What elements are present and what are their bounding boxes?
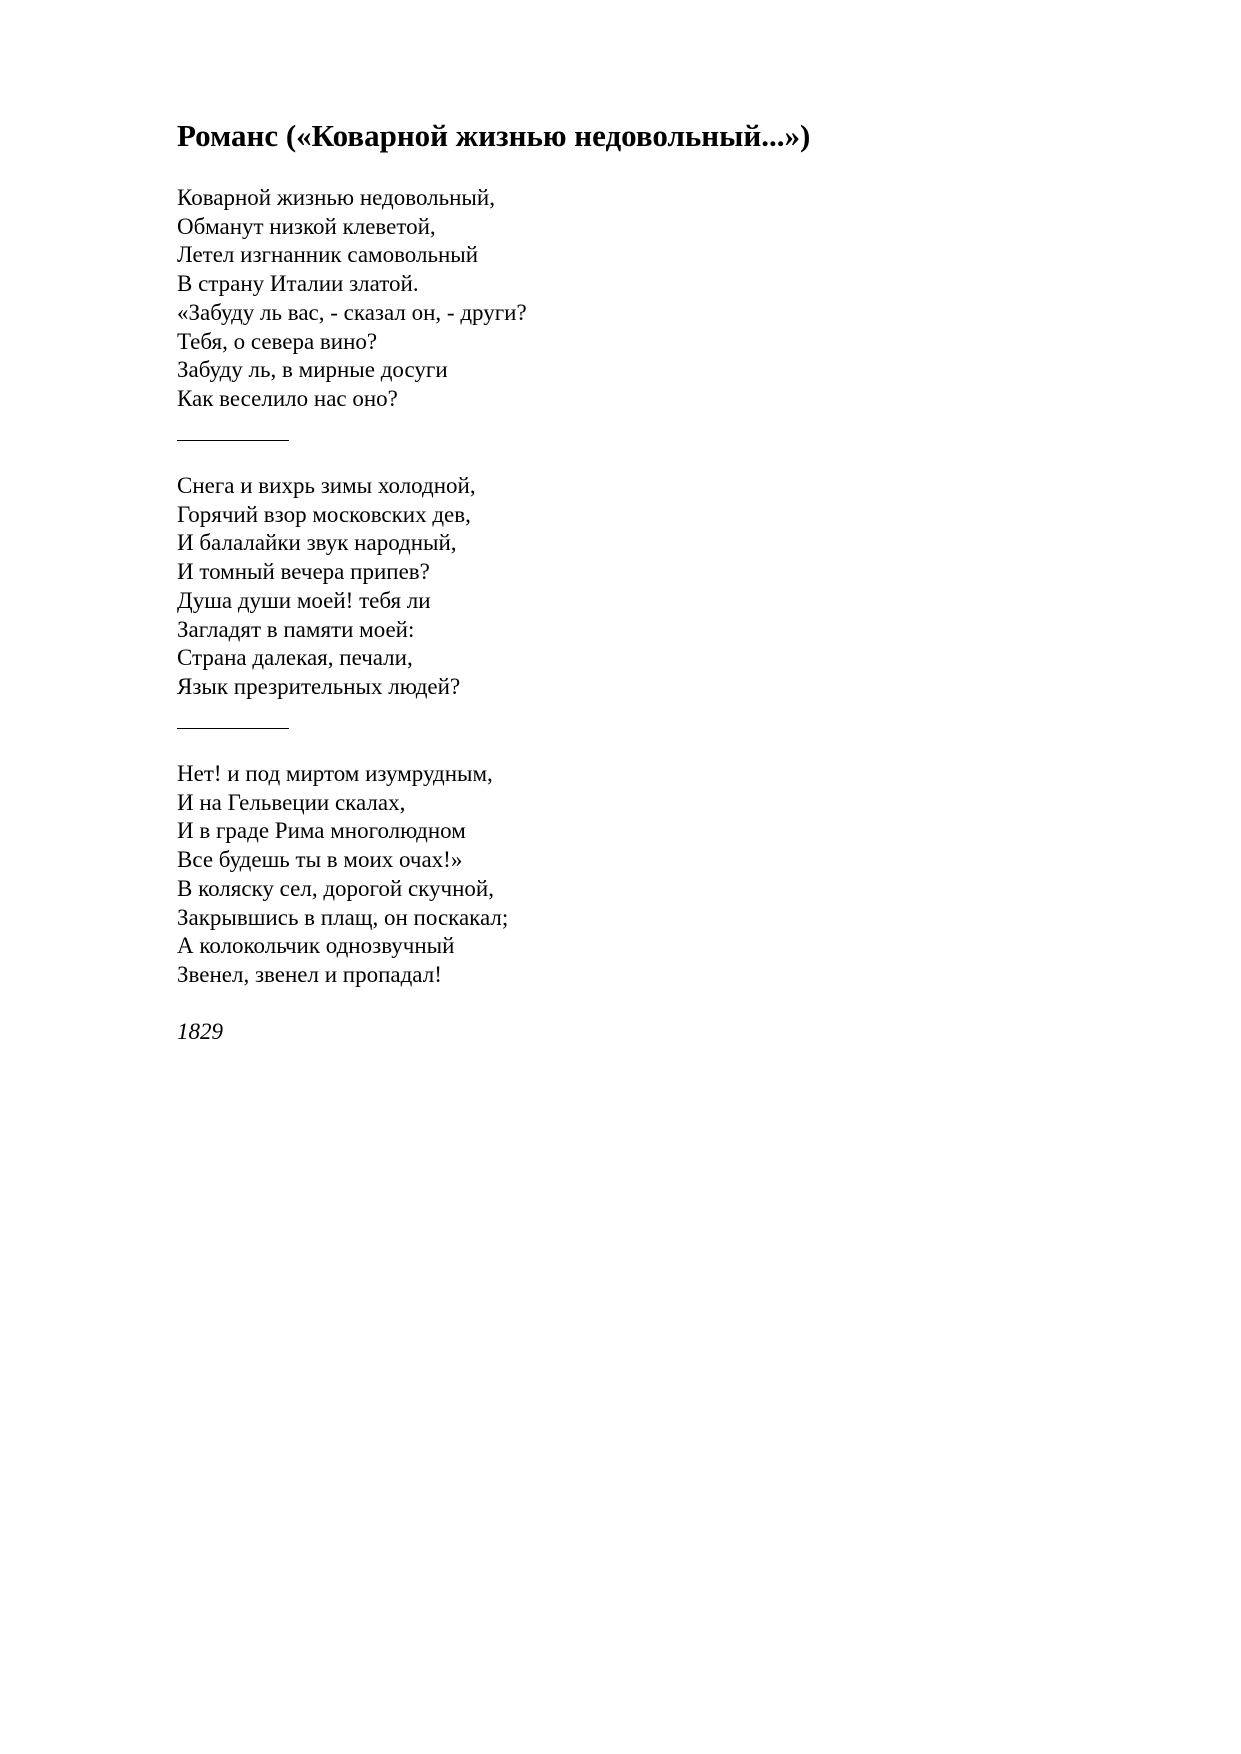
poem-title: Романс («Коварной жизнью недовольный...») — [177, 118, 811, 153]
verse-line: А колокольчик однозвучный — [177, 933, 455, 959]
verse-line: Все будешь ты в моих очах!» — [177, 847, 463, 873]
verse-line: Душа души моей! тебя ли — [177, 587, 431, 613]
verse-line: Как веселило нас оно? — [177, 385, 398, 411]
verse-line: В коляску сел, дорогой скучной, — [177, 875, 494, 901]
stanza-1 — [177, 184, 527, 414]
verse-line: И в граде Рима многолюдном — [177, 818, 466, 844]
verse-line: Закрывшись в плащ, он поскакал; — [177, 904, 509, 930]
verse-line: Нет! и под миртом изумрудным, — [177, 761, 493, 786]
verse-line: Тебя, о севера вино? — [177, 328, 378, 354]
verse-line: И томный вечера припев? — [177, 559, 430, 585]
stanza-separator — [177, 440, 289, 441]
verse-line: В страну Италии златой. — [177, 271, 419, 297]
verse-line: Коварной жизнью недовольный, — [177, 185, 495, 210]
verse-line: Язык презрительных людей? — [177, 673, 461, 699]
verse-line: Звенел, звенел и пропадал! — [177, 961, 442, 987]
verse-line: Летел изгнанник самовольный — [177, 242, 479, 268]
verse-line: Страна далекая, печали, — [177, 645, 413, 671]
verse-line: Снега и вихрь зимы холодной, — [177, 473, 476, 498]
stanza-separator — [177, 728, 289, 729]
verse-line: Обманут низкой клеветой, — [177, 213, 436, 239]
verse-line: Горячий взор московских дев, — [177, 501, 471, 527]
poem-year: 1829 — [177, 1019, 223, 1044]
verse-line: «Забуду ль вас, - сказал он, - други? — [177, 299, 527, 325]
stanza-3 — [177, 760, 508, 990]
verse-line: И на Гельвеции скалах, — [177, 789, 406, 815]
stanza-2 — [177, 472, 476, 702]
verse-line: Загладят в памяти моей: — [177, 616, 415, 642]
verse-line: Забуду ль, в мирные досуги — [177, 357, 448, 383]
verse-line: И балалайки звук народный, — [177, 530, 457, 556]
